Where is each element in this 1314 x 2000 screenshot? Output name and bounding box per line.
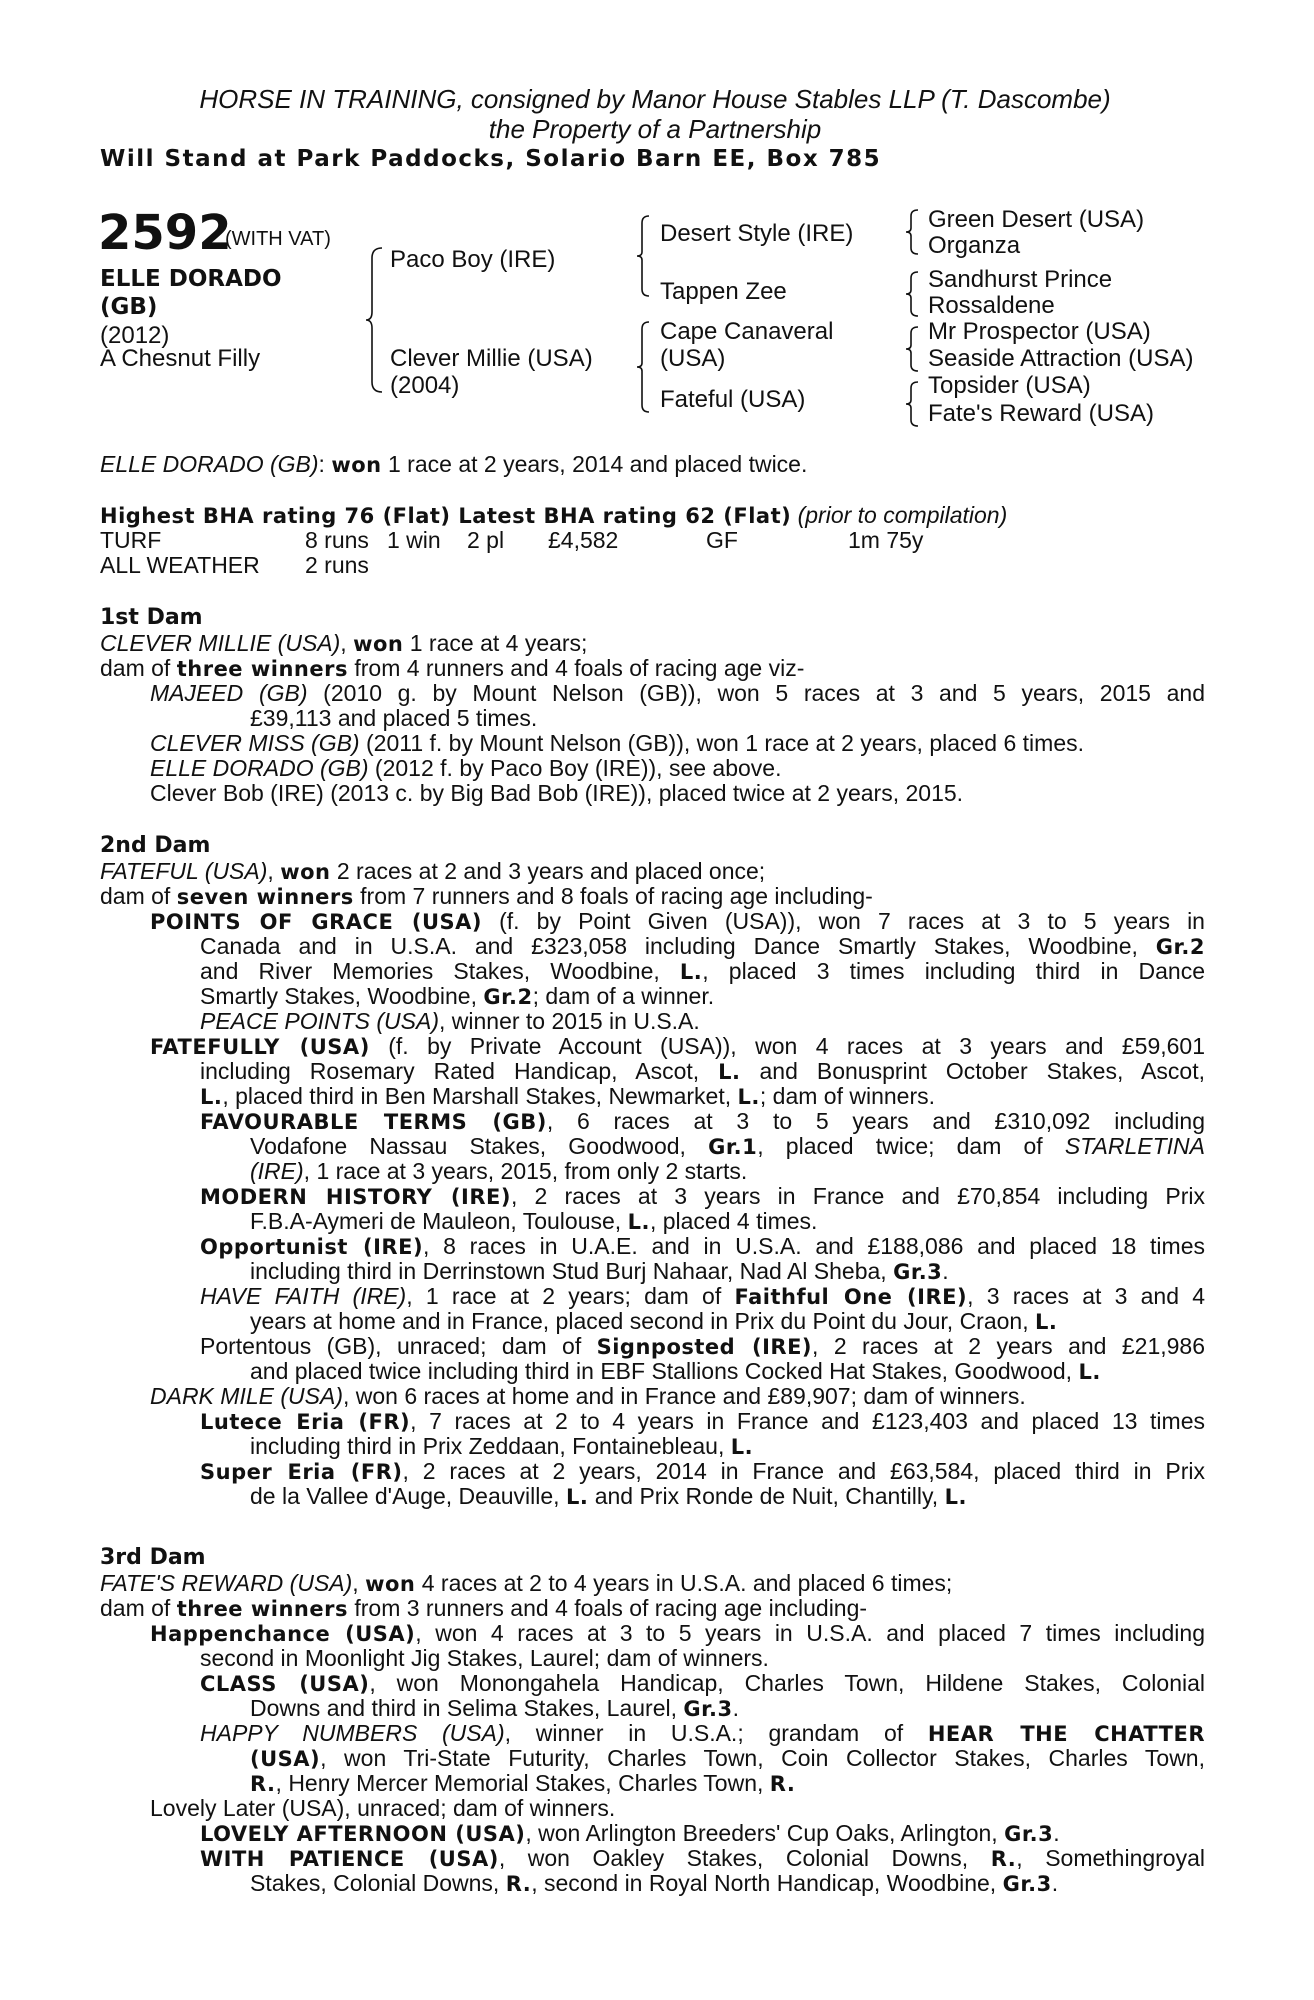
happy-numbers-l3: R., Henry Mercer Memorial Stakes, Charles Town, R. [250, 1770, 796, 1796]
points-of-grace-l3: and River Memories Stakes, Woodbine, L., placed 3 times including third in Dance [200, 958, 1205, 984]
gg-7: Topsider (USA) [928, 372, 1091, 399]
happenchance-l2: second in Moonlight Jig Stakes, Laurel; dam of winners. [200, 1645, 769, 1671]
produce-happenchance: Happenchance (USA), won 4 races at 3 to 5 years in U.S.A. and placed 7 times including [150, 1620, 1206, 1646]
horse-name-line2: (GB) [100, 294, 158, 320]
second-dam-heading: 2nd Dam [100, 833, 211, 858]
third-dam-heading: 3rd Dam [100, 1545, 206, 1570]
produce-fatefully: FATEFULLY (USA) (f. by Private Account (USA)), won 4 races at 3 years and £59,601 [150, 1033, 1205, 1059]
produce-with-patience: WITH PATIENCE (USA), won Oakley Stakes, Colonial Downs, R., Somethingroyal [200, 1845, 1206, 1871]
gg-1: Green Desert (USA) [928, 206, 1145, 233]
produce-lovely-later: Lovely Later (USA), unraced; dam of winners. [150, 1795, 616, 1821]
produce-happy-numbers: HAPPY NUMBERS (USA), winner in U.S.A.; grandam of HEAR THE CHATTER [200, 1720, 1205, 1746]
produce-favourable-terms: FAVOURABLE TERMS (GB), 6 races at 3 to 5 years and £310,092 including [200, 1108, 1205, 1134]
fatefully-l2: including Rosemary Rated Handicap, Ascot, L. and Bonusprint October Stakes, Ascot, [200, 1058, 1205, 1084]
pedigree-brace-g4 [906, 380, 920, 428]
location-line: Will Stand at Park Paddocks, Solario Barn EE, Box 785 [100, 146, 882, 172]
sire-dam: Tappen Zee [660, 278, 787, 305]
gg-3: Sandhurst Prince [928, 266, 1113, 293]
gg-8: Fate's Reward (USA) [928, 400, 1154, 427]
turf-distance: 1m 75y [848, 527, 924, 553]
points-of-grace-l4: Smartly Stakes, Woodbine, Gr.2; dam of a winner. [200, 983, 715, 1009]
dam-sire-line2: (USA) [660, 345, 726, 372]
aw-runs: 2 runs [305, 552, 369, 578]
produce-points-of-grace: POINTS OF GRACE (USA) (f. by Point Given (USA)), won 7 races at 3 to 5 years in [150, 908, 1205, 934]
modern-history-l2: F.B.A-Aymeri de Mauleon, Toulouse, L., placed 4 times. [250, 1208, 818, 1234]
fatefully-l3: L., placed third in Ben Marshall Stakes, Newmarket, L.; dam of winners. [200, 1083, 936, 1109]
with-patience-l2: Stakes, Colonial Downs, R., second in Royal North Handicap, Woodbine, Gr.3. [250, 1870, 1059, 1896]
sire-name: Paco Boy (IRE) [390, 246, 556, 273]
first-dam-produce: dam of three winners from 4 runners and 4 foals of racing age viz- [100, 655, 805, 681]
favourable-terms-l3: (IRE), 1 race at 3 years, 2015, from only 2 starts. [250, 1158, 748, 1184]
produce-elle-dorado: ELLE DORADO (GB) (2012 f. by Paco Boy (IRE)), see above. [150, 755, 782, 781]
gg-5: Mr Prospector (USA) [928, 318, 1151, 345]
produce-majeed: MAJEED (GB) (2010 g. by Mount Nelson (GB)), won 5 races at 3 and 5 years, 2015 and [150, 680, 1205, 706]
pedigree-brace-g3 [906, 325, 920, 373]
produce-clever-bob: Clever Bob (IRE) (2013 c. by Big Bad Bob (IRE)), placed twice at 2 years, 2015. [150, 780, 964, 806]
produce-have-faith: HAVE FAITH (IRE), 1 race at 2 years; dam of Faithful One (IRE), 3 races at 3 and 4 [200, 1283, 1206, 1309]
produce-modern-history: MODERN HISTORY (IRE), 2 races at 3 years in France and £70,854 including Prix [200, 1183, 1206, 1209]
bha-rating: Highest BHA rating 76 (Flat) Latest BHA rating 62 (Flat) (prior to compilation) [100, 502, 1008, 528]
dam-dam: Fateful (USA) [660, 386, 806, 413]
super-eria-l2: de la Vallee d'Auge, Deauville, L. and Prix Ronde de Nuit, Chantilly, L. [250, 1483, 967, 1509]
dam-year: (2004) [390, 372, 460, 399]
second-dam-produce: dam of seven winners from 7 runners and 8 foals of racing age including- [100, 883, 873, 909]
turf-runs: 8 runs [305, 527, 369, 553]
produce-clever-miss: CLEVER MISS (GB) (2011 f. by Mount Nelson (GB)), won 1 race at 2 years, placed 6 times. [150, 730, 1085, 756]
gg-6: Seaside Attraction (USA) [928, 345, 1194, 372]
first-dam-heading: 1st Dam [100, 605, 203, 630]
race-summary: ELLE DORADO (GB): won 1 race at 2 years, 2014 and placed twice. [100, 451, 808, 477]
pedigree-brace-sire-dam [366, 246, 386, 394]
pedigree-brace-g2 [906, 270, 920, 318]
aw-record-label: ALL WEATHER [100, 552, 260, 578]
produce-portentous: Portentous (GB), unraced; dam of Signposted (IRE), 2 races at 2 years and £21,986 [200, 1333, 1205, 1359]
pedigree-brace-g1 [906, 208, 920, 256]
opportunist-l2: including third in Derrinstown Stud Burj Nahaar, Nad Al Sheba, Gr.3. [250, 1258, 949, 1284]
vat-label: (WITH VAT) [225, 228, 331, 250]
gg-4: Rossaldene [928, 292, 1055, 319]
lot-number: 2592 [98, 205, 232, 261]
lutece-eria-l2: including third in Prix Zeddaan, Fontainebleau, L. [250, 1433, 754, 1459]
have-faith-l2: years at home and in France, placed second in Prix du Point du Jour, Craon, L. [250, 1308, 1058, 1334]
consignor-line: HORSE IN TRAINING, consigned by Manor House Stables LLP (T. Dascombe) [199, 84, 1111, 114]
foaling-year: (2012) [100, 322, 170, 349]
produce-lutece-eria: Lutece Eria (FR), 7 races at 2 to 4 years in France and £123,403 and placed 13 times [200, 1408, 1205, 1434]
turf-wins: 1 win [387, 527, 441, 553]
produce-opportunist: Opportunist (IRE), 8 races in U.A.E. and in U.S.A. and £188,086 and placed 18 times [200, 1233, 1205, 1259]
dam-name: Clever Millie (USA) [390, 345, 593, 372]
class-l2: Downs and third in Selima Stakes, Laurel, Gr.3. [250, 1695, 739, 1721]
horse-description: A Chesnut Filly [100, 345, 261, 372]
portentous-l2: and placed twice including third in EBF Stallions Cocked Hat Stakes, Goodwood, L. [250, 1358, 1101, 1384]
turf-earnings: £4,582 [548, 527, 619, 553]
gg-2: Organza [928, 232, 1021, 259]
turf-places: 2 pl [467, 527, 505, 553]
turf-record-label: TURF [100, 527, 162, 553]
points-of-grace-l2: Canada and in U.S.A. and £323,058 including Dance Smartly Stakes, Woodbine, Gr.2 [200, 933, 1205, 959]
pedigree-brace-sire-line [637, 214, 651, 298]
pedigree-brace-dam-line [637, 320, 651, 414]
second-dam-line: FATEFUL (USA), won 2 races at 2 and 3 years and placed once; [100, 858, 766, 884]
third-dam-line: FATE'S REWARD (USA), won 4 races at 2 to 4 years in U.S.A. and placed 6 times; [100, 1570, 953, 1596]
produce-dark-mile: DARK MILE (USA), won 6 races at home and in France and £89,907; dam of winners. [150, 1383, 1026, 1409]
horse-name-line1: ELLE DORADO [100, 266, 282, 292]
produce-class: CLASS (USA), won Monongahela Handicap, Charles Town, Hildene Stakes, Colonial [200, 1670, 1205, 1696]
horse-name [100, 265, 350, 321]
sire-sire: Desert Style (IRE) [660, 220, 854, 247]
dam-sire-line1: Cape Canaveral [660, 318, 834, 345]
produce-majeed-cont: £39,113 and placed 5 times. [250, 705, 538, 731]
produce-super-eria: Super Eria (FR), 2 races at 2 years, 2014 in France and £63,584, placed third in Prix [200, 1458, 1205, 1484]
produce-peace-points: PEACE POINTS (USA), winner to 2015 in U.S.A. [200, 1008, 700, 1034]
happy-numbers-l2: (USA), won Tri-State Futurity, Charles Town, Coin Collector Stakes, Charles Town, [250, 1745, 1205, 1771]
property-line: the Property of a Partnership [488, 114, 822, 144]
first-dam-line: CLEVER MILLIE (USA), won 1 race at 4 years; [100, 630, 588, 656]
produce-lovely-afternoon: LOVELY AFTERNOON (USA), won Arlington Breeders' Cup Oaks, Arlington, Gr.3. [200, 1820, 1060, 1846]
favourable-terms-l2: Vodafone Nassau Stakes, Goodwood, Gr.1, placed twice; dam of STARLETINA [250, 1133, 1205, 1159]
third-dam-produce: dam of three winners from 3 runners and 4 foals of racing age including- [100, 1595, 868, 1621]
turf-going: GF [706, 527, 738, 553]
